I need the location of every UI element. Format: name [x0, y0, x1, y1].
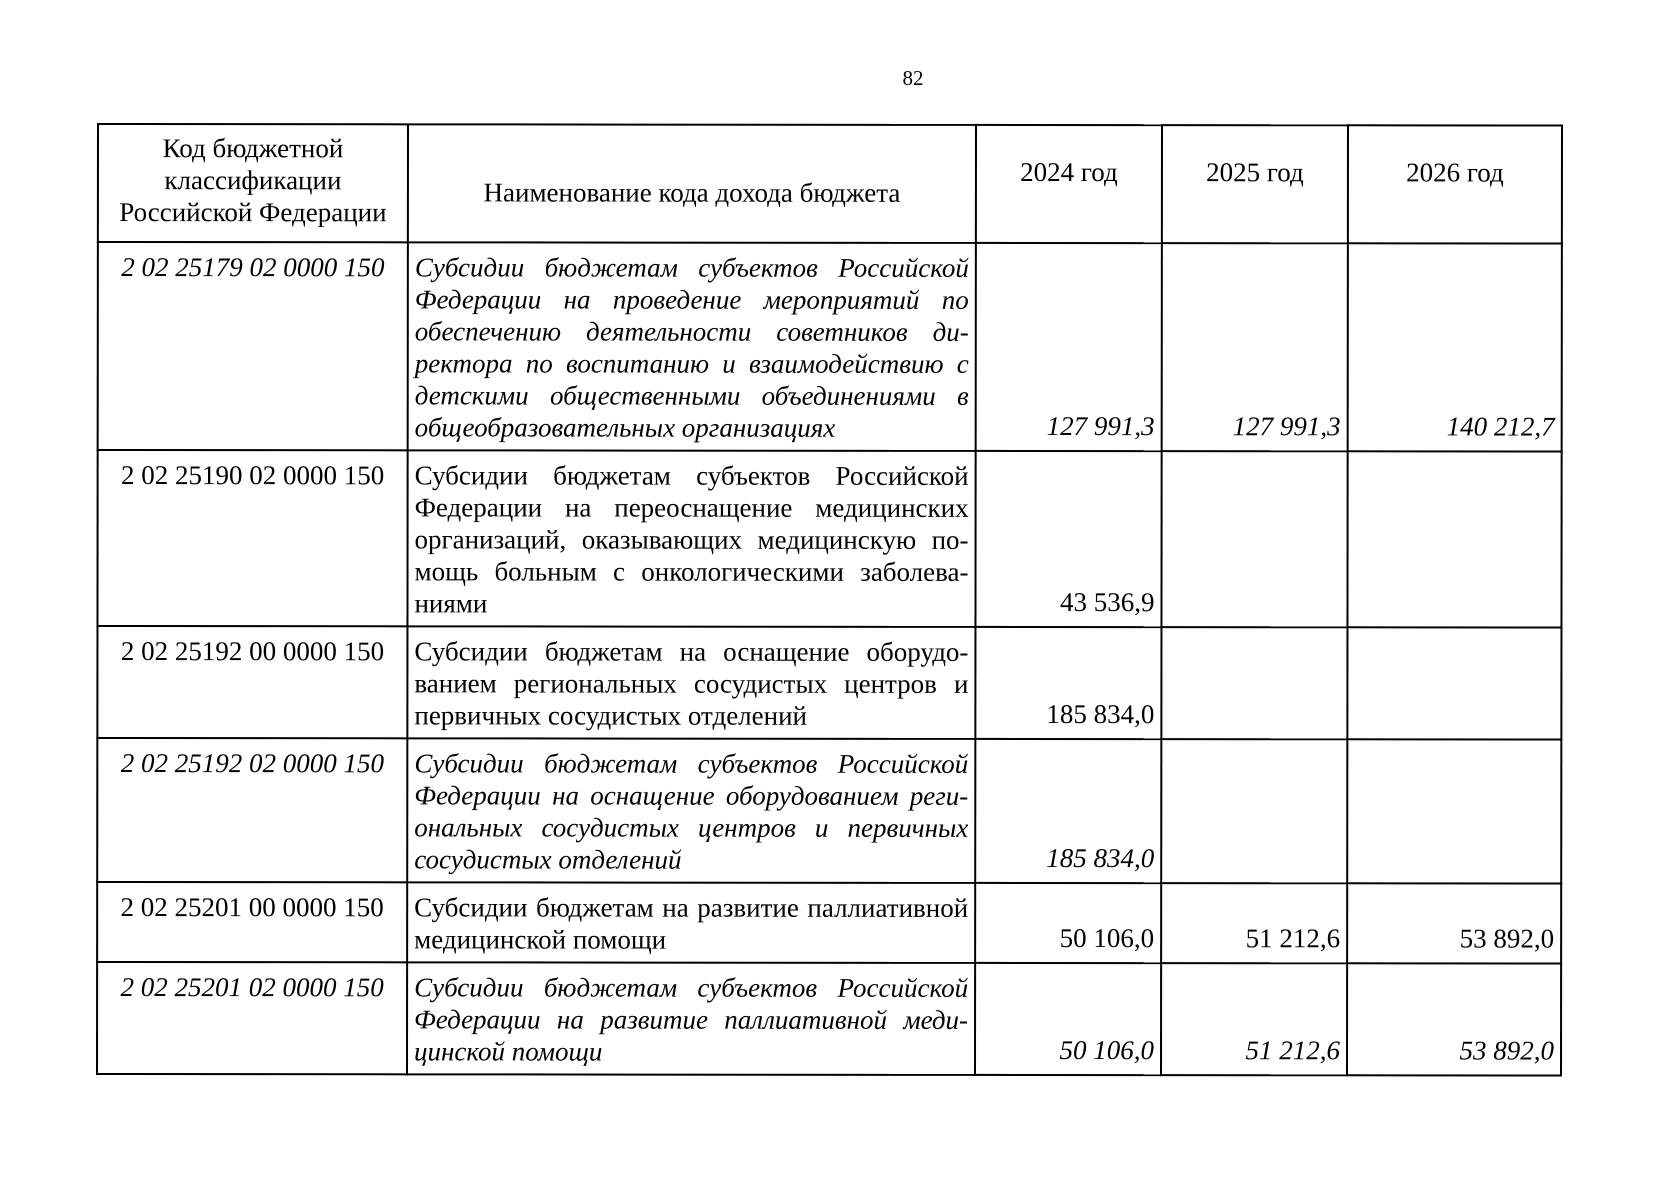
- name-cell: Субсидии бюджетам субъектов Российской Федерации на переоснащение медицинских организаций, оказывающих медицинскую помощь больным с онкологическими заболеваниями: [407, 450, 975, 627]
- value-2026-cell: 53 892,0: [1347, 883, 1561, 963]
- value-2026-cell: [1347, 451, 1561, 627]
- name-cell: Субсидии бюджетам на оснащение оборудованием региональных сосудистых центров и первичных сосудистых отделений: [407, 626, 975, 739]
- code-cell: 2 02 25201 00 0000 150: [97, 882, 407, 962]
- value-2024-cell: 43 536,9: [975, 451, 1161, 627]
- code-cell: 2 02 25192 02 0000 150: [97, 738, 407, 882]
- value-2024-cell: 185 834,0: [975, 627, 1161, 739]
- table-row: [97, 626, 1561, 740]
- code-cell: 2 02 25179 02 0000 150: [98, 242, 408, 450]
- value-2026-cell: 140 212,7: [1348, 243, 1562, 451]
- name-cell: Субсидии бюджетам субъектов Российской Федерации на развитие паллиативной медицинской помощи: [407, 962, 975, 1075]
- page-number: 82: [902, 66, 924, 90]
- value-2025-cell: 51 212,6: [1161, 883, 1347, 963]
- header-name: Наименование кода дохода бюджета: [408, 124, 976, 243]
- value-2026-cell: [1347, 739, 1561, 883]
- value-2025-cell: 51 212,6: [1161, 963, 1347, 1075]
- table-row: [97, 450, 1561, 628]
- header-2024: 2024 год: [976, 125, 1162, 243]
- budget-revenue-table: [96, 123, 1563, 1077]
- table-row: [97, 738, 1561, 884]
- value-2025-cell: 127 991,3: [1162, 243, 1348, 451]
- name-cell: Субсидии бюджетам субъектов Российской Федерации на оснащение оборудованием региональных сосудистых центров и первичных сосудистых отделений: [407, 738, 975, 883]
- header-2026: 2026 год: [1348, 125, 1562, 243]
- table-row: [98, 242, 1562, 452]
- code-cell: 2 02 25190 02 0000 150: [97, 450, 407, 626]
- table-header-row: [98, 124, 1562, 244]
- header-2025: 2025 год: [1162, 125, 1348, 243]
- table-row: [97, 882, 1561, 964]
- value-2025-cell: [1161, 627, 1347, 739]
- value-2024-cell: 50 106,0: [975, 963, 1161, 1075]
- value-2024-cell: 127 991,3: [976, 243, 1162, 451]
- code-cell: 2 02 25192 00 0000 150: [97, 626, 407, 738]
- value-2025-cell: [1161, 451, 1347, 627]
- name-cell: Субсидии бюджетам субъектов Российской Федерации на проведение мероприятий по обеспечению деятельности советников директора по воспитанию и взаимодействию с детскими общественными объединениями в общеобразовательных организациях: [408, 242, 976, 451]
- value-2024-cell: 50 106,0: [975, 883, 1161, 963]
- value-2026-cell: 53 892,0: [1347, 963, 1561, 1075]
- value-2024-cell: 185 834,0: [975, 739, 1161, 883]
- value-2026-cell: [1347, 627, 1561, 739]
- code-cell: 2 02 25201 02 0000 150: [97, 962, 407, 1074]
- value-2025-cell: [1161, 739, 1347, 883]
- table-row: [97, 962, 1561, 1076]
- name-cell: Субсидии бюджетам на развитие паллиативной медицинской помощи: [407, 882, 975, 963]
- header-code: Код бюджетной классификации Российской Федерации: [98, 124, 408, 242]
